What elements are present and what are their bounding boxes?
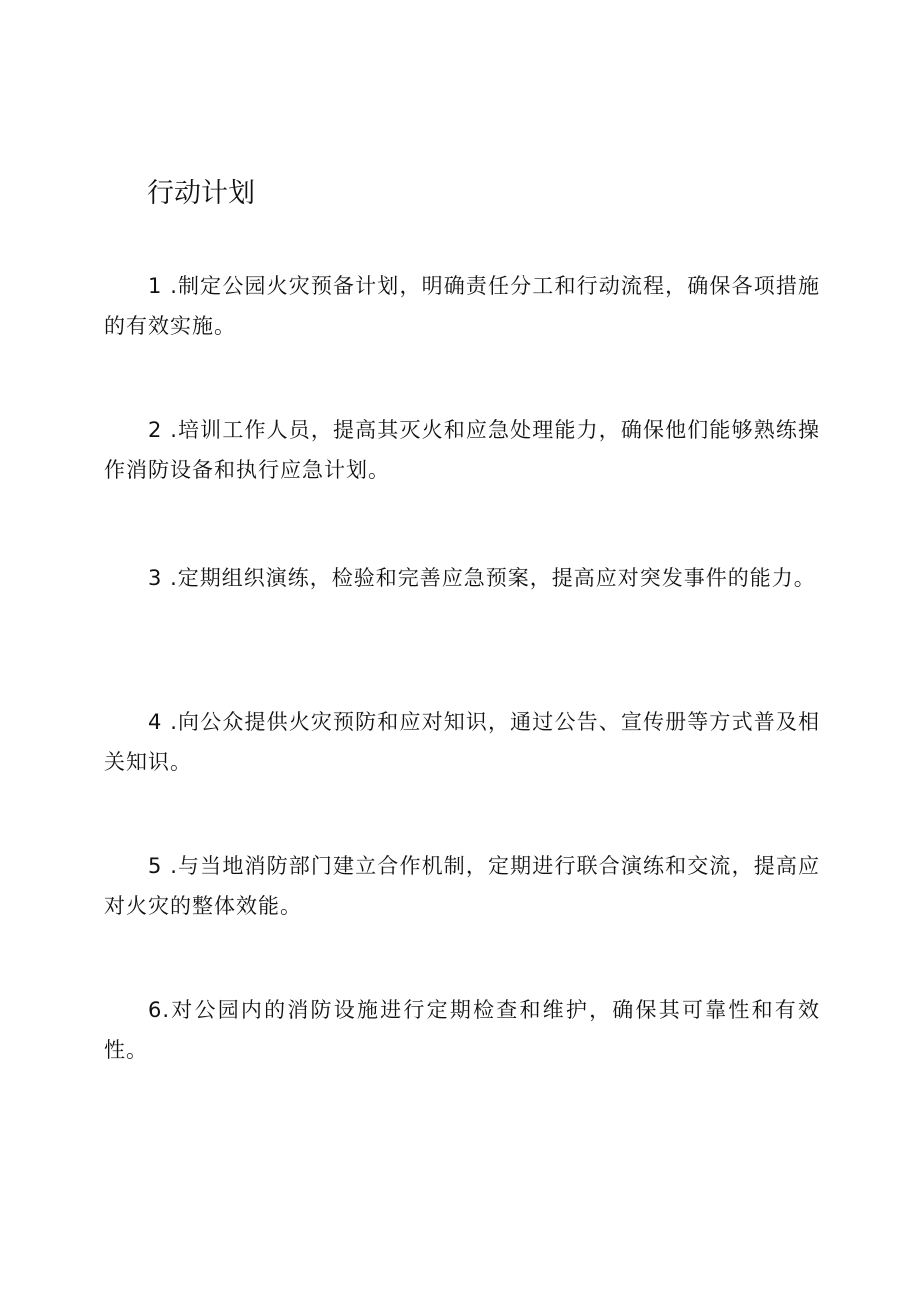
- item-text: 对公园内的消防设施进行定期检查和维护，确保其可靠性和有效性。: [104, 998, 820, 1062]
- item-number: 2: [148, 418, 163, 442]
- item-number: 3: [148, 566, 163, 590]
- item-separator: .: [170, 566, 178, 590]
- item-number: 5: [148, 854, 163, 878]
- list-item: [104, 990, 820, 1070]
- item-text: 向公众提供火灾预防和应对知识，通过公告、宣传册等方式普及相关知识。: [104, 710, 820, 774]
- item-separator: .: [170, 854, 178, 878]
- item-text: 制定公园火灾预备计划，明确责任分工和行动流程，确保各项措施的有效实施。: [104, 274, 820, 338]
- item-separator: .: [170, 710, 178, 734]
- page-title: 行动计划: [147, 178, 255, 209]
- item-separator: .: [162, 998, 171, 1022]
- item-separator: .: [170, 418, 178, 442]
- item-text: 培训工作人员，提高其灭火和应急处理能力，确保他们能够熟练操作消防设备和执行应急计划。: [104, 418, 820, 482]
- list-item: [104, 558, 820, 598]
- item-number: 4: [148, 710, 163, 734]
- item-text: 与当地消防部门建立合作机制，定期进行联合演练和交流，提高应对火灾的整体效能。: [104, 854, 820, 918]
- list-item: [104, 266, 820, 346]
- item-number: 1: [148, 274, 163, 298]
- list-item: [104, 846, 820, 926]
- item-text: 定期组织演练，检验和完善应急预案，提高应对突发事件的能力。: [177, 566, 816, 590]
- item-number: 6: [148, 998, 163, 1022]
- list-item: [104, 702, 820, 782]
- item-separator: .: [170, 274, 178, 298]
- list-item: [104, 410, 820, 490]
